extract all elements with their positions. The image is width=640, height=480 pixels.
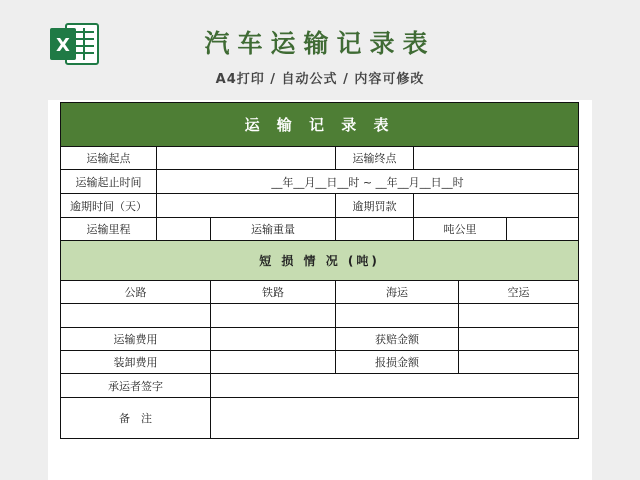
rail-shortage-field[interactable] xyxy=(211,304,336,328)
remarks-field[interactable] xyxy=(211,398,579,439)
transport-fee-field[interactable] xyxy=(211,328,336,351)
overdue-fine-label: 逾期罚款 xyxy=(336,194,414,218)
loss-amount-label: 报损金额 xyxy=(336,351,459,374)
sea-shortage-field[interactable] xyxy=(336,304,459,328)
shortage-section-header: 短 损 情 况 (吨) xyxy=(61,241,579,281)
form-sheet xyxy=(48,100,592,480)
page-subtitle: A4打印 / 自动公式 / 内容可修改 xyxy=(215,72,425,87)
start-point-label: 运输起点 xyxy=(61,147,157,170)
transport-fee-label: 运输费用 xyxy=(61,328,211,351)
transport-time-field[interactable]: __年__月__日__时 ~ __年__月__日__时 xyxy=(157,170,579,194)
form-header: 运 输 记 录 表 xyxy=(61,103,579,147)
end-point-field[interactable] xyxy=(414,147,579,170)
column-rail: 铁路 xyxy=(211,281,336,304)
loading-fee-label: 装卸费用 xyxy=(61,351,211,374)
loss-amount-field[interactable] xyxy=(459,351,579,374)
signature-field[interactable] xyxy=(211,374,579,398)
compensation-label: 获赔金额 xyxy=(336,328,459,351)
column-road: 公路 xyxy=(61,281,211,304)
overdue-days-field[interactable] xyxy=(157,194,336,218)
ton-km-label: 吨公里 xyxy=(414,218,507,241)
start-point-field[interactable] xyxy=(157,147,336,170)
signature-label: 承运者签字 xyxy=(61,374,211,398)
column-air: 空运 xyxy=(459,281,579,304)
remarks-label: 备 注 xyxy=(61,398,211,439)
transport-record-form xyxy=(60,102,579,439)
overdue-days-label: 逾期时间（天） xyxy=(61,194,157,218)
column-sea: 海运 xyxy=(336,281,459,304)
air-shortage-field[interactable] xyxy=(459,304,579,328)
end-point-label: 运输终点 xyxy=(336,147,414,170)
excel-logo-letter: X xyxy=(56,35,70,56)
road-shortage-field[interactable] xyxy=(61,304,211,328)
weight-label: 运输重量 xyxy=(211,218,336,241)
mileage-field[interactable] xyxy=(157,218,211,241)
mileage-label: 运输里程 xyxy=(61,218,157,241)
compensation-field[interactable] xyxy=(459,328,579,351)
weight-field[interactable] xyxy=(336,218,414,241)
overdue-fine-field[interactable] xyxy=(414,194,579,218)
loading-fee-field[interactable] xyxy=(211,351,336,374)
page-title: 汽车运输记录表 xyxy=(204,29,436,58)
transport-time-label: 运输起止时间 xyxy=(61,170,157,194)
ton-km-field[interactable] xyxy=(507,218,579,241)
